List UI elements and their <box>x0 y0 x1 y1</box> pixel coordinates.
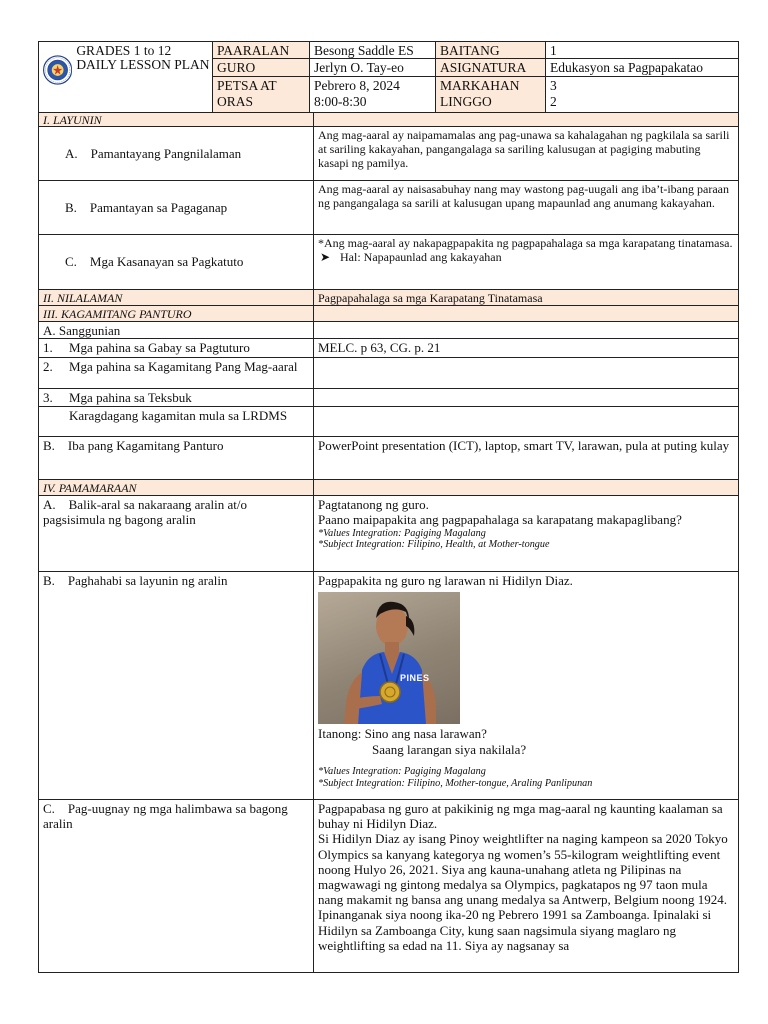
kagamitan-row-4 <box>39 407 738 437</box>
kagamitan-4-label: Karagdagang kagamitan mula sa LRDMS <box>69 408 288 423</box>
kagamitan-row-1 <box>39 339 738 358</box>
pamamaraan-a-label: A. Balik-aral sa nakaraang aralin at/o pagsisimula ng bagong aralin <box>43 497 247 528</box>
pamamaraan-row-c <box>39 800 738 973</box>
section-kagamitan <box>39 306 738 322</box>
kagamitan-3-value <box>313 389 738 406</box>
value-markahan <box>545 77 738 112</box>
label-baitang: BAITANG <box>435 42 545 58</box>
layunin-c-content <box>313 235 738 289</box>
header-title-cell <box>39 42 213 112</box>
layunin-a-text: Ang mag-aaral ay naipamamalas ang pag-unawa sa kahalagahan ng pagkilala sa sarili at sariling kakayahan, pangangalaga sa sariling kalusugan at pagiging mabuting kasapi ng pamilya. <box>313 127 738 180</box>
jersey-text: PINES <box>400 673 430 684</box>
pamamaraan-row-b <box>39 572 738 800</box>
value-petsa: Pebrero 8, 2024 8:00-8:30 <box>309 77 435 112</box>
pamamaraan-a-content <box>313 496 738 571</box>
kagamitan-2-num: 2. <box>43 359 53 374</box>
header-fields <box>213 42 738 112</box>
kagamitan-2-value <box>313 358 738 388</box>
header-row-teacher <box>213 59 738 77</box>
arrow-bullet-icon: ➤ <box>320 250 331 265</box>
kagamitan-3-num: 3. <box>43 390 53 405</box>
pamamaraan-b-line1: Pagpapakita ng guro ng larawan ni Hidilyn Diaz. <box>318 573 573 588</box>
layunin-b-text: Ang mag-aaral ay naisasabuhay nang may wastong pag-uugali ang iba’t-ibang paraan ng pangangalaga sa sarili at kalusugan upang mapaunlad ang anumang kakayahan. <box>313 181 738 234</box>
value-baitang: 1 <box>545 42 738 58</box>
header-row-school <box>213 42 738 59</box>
iba-kagamitan-row <box>39 437 738 480</box>
layunin-c-label: C. Mga Kasanayan sa Pagkatuto <box>65 254 244 270</box>
section-nilalaman <box>39 290 738 306</box>
section-kagamitan-title: III. KAGAMITANG PANTURO <box>43 307 192 321</box>
label-guro: GURO <box>213 59 309 76</box>
kagamitan-1-value: MELC. p 63, CG. p. 21 <box>313 339 738 357</box>
pamamaraan-a-label-wrap <box>39 496 313 571</box>
kagamitan-1-num: 1. <box>43 340 53 355</box>
label-paaralan: PAARALAN <box>213 42 309 58</box>
deped-seal-icon <box>43 45 72 95</box>
pamamaraan-a-values: *Values Integration: Pagiging Magalang <box>318 527 486 539</box>
header-block <box>39 42 738 113</box>
kagamitan-2-label: Mga pahina sa Kagamitang Pang Mag-aaral <box>69 359 298 374</box>
pamamaraan-c-paragraph: Si Hidilyn Diaz ay isang Pinoy weightlifter na naging kampeon sa 2020 Tokyo Olympics sa kanyang kategorya ng women’s 55-kilogram weightlifting event noong Hulyo 26, 2021. Siya ang kauna-unahang atleta ng Pilipinas na magwawagi ng gintong medalya sa Olympics, pagkatapos ng 97 taon mula nang makamit ng bansa ang unang medalya sa Antwerp, Belgium noong 1924. Ipinanganak siya noong ika-20 ng Pebrero 1991 sa Zamboanga. Ipinalaki si Hidilyn sa Zamboanga City, kung saan nagsimula siyang maglaro ng weightlifting sa edad na 11. Siya ay nagsanay sa <box>318 831 728 953</box>
pamamaraan-b-values: *Values Integration: Pagiging Magalang <box>318 765 486 777</box>
hidilyn-diaz-photo <box>318 592 460 724</box>
label-asignatura: ASIGNATURA <box>435 59 545 76</box>
kagamitan-row-3 <box>39 389 738 407</box>
section-layunin-title: I. LAYUNIN <box>43 113 102 126</box>
layunin-a-label: A. Pamantayang Pangnilalaman <box>65 145 242 161</box>
pamamaraan-b-q1: Itanong: Sino ang nasa larawan? <box>318 726 487 742</box>
pamamaraan-b-content <box>313 572 738 799</box>
pamamaraan-b-subject: *Subject Integration: Filipino, Mother-tongue, Araling Panlipunan <box>318 777 593 789</box>
layunin-row-b <box>39 181 738 235</box>
value-markahan-week: 2 <box>550 93 557 109</box>
iba-kagamitan-value: PowerPoint presentation (ICT), laptop, smart TV, larawan, pula at puting kulay <box>313 437 738 479</box>
pamamaraan-a-subject: *Subject Integration: Filipino, Health, at Mother-tongue <box>318 539 550 551</box>
kagamitan-3-label: Mga pahina sa Teksbuk <box>69 390 192 405</box>
pamamaraan-c-content <box>313 800 738 973</box>
pamamaraan-a-line1: Pagtatanong ng guro. <box>318 497 429 512</box>
pamamaraan-b-q2: Saang larangan siya nakilala? <box>372 741 527 757</box>
pamamaraan-b-label: B. Paghahabi sa layunin ng aralin <box>43 573 228 588</box>
header-row-date <box>213 77 738 112</box>
layunin-c-bullet-text: Hal: Napapaunlad ang kakayahan <box>340 250 502 265</box>
layunin-row-a <box>39 127 738 181</box>
kagamitan-4-value <box>313 407 738 436</box>
value-markahan-quarter: 3 <box>550 78 557 93</box>
sanggunian-row <box>39 322 738 339</box>
section-pamamaraan-title: IV. PAMAMARAAN <box>43 481 137 495</box>
nilalaman-text: Pagpapahalaga sa mga Karapatang Tinatamasa <box>313 290 738 305</box>
value-paaralan: Besong Saddle ES <box>309 42 435 58</box>
label-markahan: MARKAHAN LINGGO <box>435 77 545 112</box>
label-petsa: PETSA AT ORAS <box>213 77 309 112</box>
kagamitan-1-label: Mga pahina sa Gabay sa Pagtuturo <box>69 340 250 355</box>
pamamaraan-c-line1: Pagpapabasa ng guro at pakikinig ng mga mag-aaral ng kaunting kaalaman sa buhay ni Hidilyn Diaz. <box>318 801 723 832</box>
value-guro: Jerlyn O. Tay-eo <box>309 59 435 76</box>
kagamitan-row-2 <box>39 358 738 389</box>
iba-kagamitan-label: B. Iba pang Kagamitang Panturo <box>43 438 224 453</box>
sanggunian-label: A. Sanggunian <box>43 323 121 338</box>
layunin-c-bullet <box>318 250 734 264</box>
layunin-b-label: B. Pamantayan sa Pagaganap <box>65 199 228 215</box>
header-title: GRADES 1 to 12 DAILY LESSON PLAN <box>76 43 210 73</box>
section-pamamaraan <box>39 480 738 496</box>
pamamaraan-row-a <box>39 496 738 572</box>
section-nilalaman-title: II. NILALAMAN <box>43 291 123 305</box>
kagamitan-4-num <box>43 408 69 435</box>
section-layunin <box>39 113 738 127</box>
lesson-plan-page <box>38 41 739 973</box>
pamamaraan-c-label: C. Pag-uugnay ng mga halimbawa sa bagong aralin <box>43 801 288 832</box>
athlete-figure <box>318 592 460 724</box>
layunin-row-c <box>39 235 738 290</box>
pamamaraan-a-line2: Paano maipapakita ang pagpapahalaga sa karapatang makapaglibang? <box>318 512 682 528</box>
layunin-c-text: *Ang mag-aaral ay nakapagpapakita ng pagpapahalaga sa mga karapatang tinatamasa. <box>318 236 733 250</box>
value-asignatura: Edukasyon sa Pagpapakatao <box>545 59 738 76</box>
